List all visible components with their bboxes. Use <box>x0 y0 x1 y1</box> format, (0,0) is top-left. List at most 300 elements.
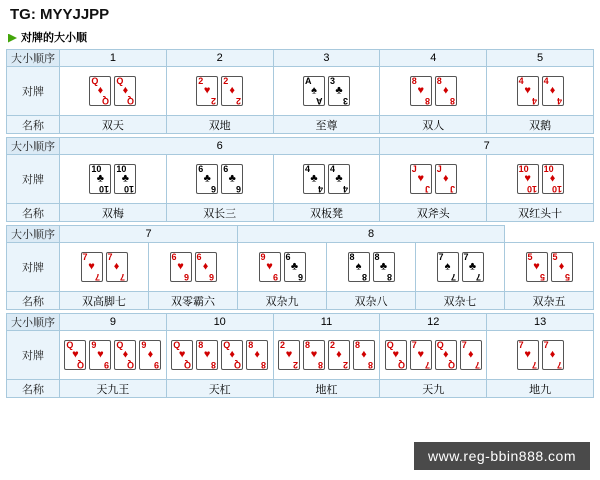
card-suit-icon: ♦ <box>147 348 154 361</box>
playing-card <box>303 164 325 194</box>
pair-name: 天九王 <box>60 380 167 398</box>
card-group <box>380 164 486 194</box>
card-rank: Q <box>223 340 231 350</box>
pair-name: 天杠 <box>166 380 273 398</box>
card-rank: 2 <box>223 76 229 86</box>
name-label: 名称 <box>7 116 60 134</box>
card-suit-icon: ♦ <box>254 348 260 361</box>
playing-card <box>114 164 136 194</box>
card-suit-icon: ♥ <box>88 260 95 273</box>
card-rank: 2 <box>198 76 204 86</box>
pair-name: 双梅 <box>60 204 167 222</box>
card-rank-corner: 8 <box>317 360 323 370</box>
card-rank-corner: 2 <box>211 96 217 106</box>
card-rank: Q <box>436 340 444 350</box>
order-label: 大小顺序 <box>7 50 60 67</box>
playing-card <box>410 76 432 106</box>
pair-name: 双杂五 <box>505 292 594 310</box>
card-rank: 8 <box>304 340 310 350</box>
playing-card <box>89 340 111 370</box>
pair-row <box>7 331 594 380</box>
card-rank: 8 <box>354 340 360 350</box>
card-suit-icon: ♦ <box>467 348 474 361</box>
card-rank: 8 <box>349 252 355 262</box>
card-suit-icon: ♥ <box>524 348 531 361</box>
playing-card <box>246 340 268 370</box>
card-suit-icon: ♦ <box>442 172 449 185</box>
card-rank-corner: 6 <box>209 272 215 282</box>
card-rank: 5 <box>552 252 558 262</box>
card-rank: J <box>436 164 442 174</box>
name-label: 名称 <box>7 380 60 398</box>
card-suit-icon: ♦ <box>361 348 367 361</box>
order-value: 9 <box>60 314 167 331</box>
card-rank: Q <box>66 340 74 350</box>
playing-card <box>373 252 395 282</box>
card-group <box>416 252 504 282</box>
card-suit-icon: ♥ <box>285 348 293 361</box>
card-suit-icon: ♦ <box>549 348 556 361</box>
card-rank: 7 <box>463 252 469 262</box>
card-rank-corner: 3 <box>342 96 348 106</box>
playing-card <box>64 340 86 370</box>
card-suit-icon: ♦ <box>113 260 120 273</box>
card-rank: 7 <box>438 252 444 262</box>
card-suit-icon: ♣ <box>121 172 129 185</box>
pair-label: 对牌 <box>7 155 60 204</box>
card-cell <box>166 67 273 116</box>
card-cell <box>238 243 327 292</box>
playing-card <box>170 252 192 282</box>
card-suit-icon: ♥ <box>310 348 318 361</box>
card-rank-corner: 8 <box>424 96 430 106</box>
playing-card <box>278 340 300 370</box>
playing-card <box>196 164 218 194</box>
rank-table <box>6 49 594 134</box>
card-rank-corner: 9 <box>154 360 160 370</box>
card-rank: 4 <box>304 164 310 174</box>
order-row <box>7 138 594 155</box>
card-suit-icon: ♠ <box>311 84 317 97</box>
pair-label: 对牌 <box>7 243 60 292</box>
card-rank-corner: 5 <box>540 272 546 282</box>
card-rank-corner: Q <box>184 360 192 370</box>
card-group <box>380 76 486 106</box>
card-rank: Q <box>116 76 124 86</box>
card-rank-corner: 10 <box>99 184 110 194</box>
card-cell <box>166 155 273 204</box>
playing-card <box>410 164 432 194</box>
playing-card <box>462 252 484 282</box>
card-rank: Q <box>91 76 99 86</box>
card-suit-icon: ♣ <box>203 172 211 185</box>
card-suit-icon: ♦ <box>558 260 565 273</box>
card-rank-corner: 7 <box>474 360 480 370</box>
card-suit-icon: ♣ <box>310 172 318 185</box>
card-rank-corner: 7 <box>531 360 537 370</box>
card-rank: 9 <box>91 340 97 350</box>
card-rank: 10 <box>91 164 102 174</box>
playing-card <box>437 252 459 282</box>
card-rank-corner: Q <box>234 360 242 370</box>
name-row <box>7 292 594 310</box>
card-rank: Q <box>116 340 124 350</box>
card-rank: 6 <box>198 164 204 174</box>
card-suit-icon: ♦ <box>122 84 129 97</box>
card-rank-corner: J <box>449 184 455 194</box>
playing-card <box>551 252 573 282</box>
card-rank: 10 <box>116 164 127 174</box>
card-suit-icon: ♦ <box>229 84 235 97</box>
card-suit-icon: ♥ <box>97 348 104 361</box>
card-suit-icon: ♠ <box>444 260 451 273</box>
section-title: 对牌的大小顺 <box>21 32 87 44</box>
card-suit-icon: ♥ <box>417 348 425 361</box>
order-value: 4 <box>380 50 487 67</box>
card-rank: 2 <box>279 340 285 350</box>
playing-card <box>106 252 128 282</box>
playing-card <box>221 340 243 370</box>
card-suit-icon: ♦ <box>549 84 556 97</box>
card-cell <box>60 155 167 204</box>
card-group <box>274 76 380 106</box>
card-suit-icon: ♦ <box>97 84 104 97</box>
pair-name: 双人 <box>380 116 487 134</box>
order-label: 大小顺序 <box>7 226 60 243</box>
card-rank: 4 <box>518 76 524 86</box>
card-group <box>505 252 593 282</box>
card-suit-icon: ♣ <box>228 172 236 185</box>
pair-name: 天九 <box>380 380 487 398</box>
playing-card <box>221 164 243 194</box>
card-rank-corner: 4 <box>342 184 348 194</box>
card-rank-corner: 6 <box>184 272 190 282</box>
pair-label: 对牌 <box>7 331 60 380</box>
playing-card <box>435 76 457 106</box>
card-cell <box>380 331 487 380</box>
card-cell <box>487 331 594 380</box>
card-cell <box>273 67 380 116</box>
card-suit-icon: ♦ <box>442 84 449 97</box>
card-rank-corner: J <box>424 184 430 194</box>
card-rank: 7 <box>411 340 417 350</box>
pair-name: 双高脚七 <box>60 292 149 310</box>
order-value: 6 <box>60 138 380 155</box>
order-row <box>7 314 594 331</box>
card-rank: 8 <box>248 340 254 350</box>
pair-label: 对牌 <box>7 67 60 116</box>
playing-card <box>517 340 539 370</box>
card-rank-corner: 7 <box>95 272 101 282</box>
card-cell <box>60 67 167 116</box>
card-suit-icon: ♦ <box>229 348 235 361</box>
card-rank: 10 <box>518 164 529 174</box>
name-label: 名称 <box>7 292 60 310</box>
card-suit-icon: ♥ <box>417 172 425 185</box>
card-rank-corner: 8 <box>211 360 217 370</box>
card-rank-corner: 5 <box>565 272 571 282</box>
card-rank: 8 <box>374 252 380 262</box>
card-group <box>487 164 593 194</box>
playing-card <box>139 340 161 370</box>
card-rank-corner: 7 <box>424 360 430 370</box>
card-group <box>327 252 415 282</box>
card-rank-corner: 2 <box>236 96 242 106</box>
order-value: 12 <box>380 314 487 331</box>
card-rank: 8 <box>436 76 442 86</box>
card-rank: 5 <box>527 252 533 262</box>
card-group <box>487 76 593 106</box>
card-suit-icon: ♦ <box>549 172 556 185</box>
card-rank-corner: 10 <box>551 184 562 194</box>
card-rank: 7 <box>461 340 467 350</box>
card-rank: 7 <box>543 340 549 350</box>
card-suit-icon: ♥ <box>392 348 400 361</box>
playing-card <box>353 340 375 370</box>
playing-card <box>89 164 111 194</box>
name-row <box>7 380 594 398</box>
card-rank: A <box>304 76 312 86</box>
pair-name: 地杠 <box>273 380 380 398</box>
name-row <box>7 116 594 134</box>
card-cell <box>60 243 149 292</box>
card-cell <box>416 243 505 292</box>
card-suit-icon: ♣ <box>468 260 477 273</box>
card-group <box>149 252 237 282</box>
card-suit-icon: ♣ <box>335 84 343 97</box>
pair-name: 至尊 <box>273 116 380 134</box>
pair-name: 双长三 <box>166 204 273 222</box>
card-rank: 8 <box>198 340 204 350</box>
order-value: 10 <box>166 314 273 331</box>
order-label: 大小顺序 <box>7 138 60 155</box>
order-value: 7 <box>60 226 238 243</box>
card-group <box>60 164 166 194</box>
card-cell <box>273 331 380 380</box>
order-row <box>7 226 594 243</box>
card-rank-corner: A <box>316 96 323 106</box>
card-rank-corner: 8 <box>387 272 393 282</box>
card-rank-corner: 7 <box>476 272 482 282</box>
card-rank: Q <box>173 340 181 350</box>
card-rank-corner: 8 <box>261 360 267 370</box>
card-rank-corner: Q <box>397 360 405 370</box>
card-suit-icon: ♦ <box>202 260 209 273</box>
card-cell <box>149 243 238 292</box>
pair-name: 双天 <box>60 116 167 134</box>
card-rank: 6 <box>171 252 177 262</box>
pair-rank-tables <box>0 49 600 398</box>
card-cell <box>273 155 380 204</box>
card-cell <box>487 155 594 204</box>
playing-card <box>460 340 482 370</box>
card-rank-corner: Q <box>77 360 85 370</box>
name-label: 名称 <box>7 204 60 222</box>
playing-card <box>303 340 325 370</box>
card-rank-corner: 10 <box>526 184 537 194</box>
card-rank: 6 <box>223 164 229 174</box>
card-rank: 4 <box>543 76 549 86</box>
card-rank: 4 <box>329 164 335 174</box>
card-rank-corner: 4 <box>556 96 562 106</box>
card-group <box>60 252 148 282</box>
playing-card <box>385 340 407 370</box>
playing-card <box>348 252 370 282</box>
rank-table <box>6 225 594 310</box>
pair-name: 双杂九 <box>238 292 327 310</box>
card-rank-corner: Q <box>127 360 135 370</box>
playing-card <box>89 76 111 106</box>
card-rank: 7 <box>518 340 524 350</box>
card-suit-icon: ♣ <box>379 260 388 273</box>
playing-card <box>196 340 218 370</box>
playing-card <box>303 76 325 106</box>
card-rank-corner: 7 <box>556 360 562 370</box>
card-suit-icon: ♣ <box>335 172 343 185</box>
card-rank-corner: 6 <box>211 184 217 194</box>
playing-card <box>171 340 193 370</box>
card-rank-corner: Q <box>447 360 455 370</box>
card-cell <box>505 243 594 292</box>
triangle-right-icon <box>8 34 17 43</box>
playing-card <box>114 76 136 106</box>
watermark: www.reg-bbin888.com <box>412 440 592 472</box>
pair-row <box>7 155 594 204</box>
order-value: 2 <box>166 50 273 67</box>
card-rank-corner: 7 <box>120 272 126 282</box>
card-group <box>238 252 326 282</box>
card-rank: 7 <box>107 252 113 262</box>
card-suit-icon: ♥ <box>533 260 540 273</box>
order-value: 13 <box>487 314 594 331</box>
card-group <box>274 340 380 370</box>
card-suit-icon: ♦ <box>442 348 449 361</box>
card-rank-corner: 6 <box>236 184 242 194</box>
card-rank-corner: 10 <box>124 184 135 194</box>
order-value: 8 <box>238 226 505 243</box>
card-rank: 10 <box>543 164 554 174</box>
card-cell <box>327 243 416 292</box>
pair-name: 双鹅 <box>487 116 594 134</box>
pair-name: 双斧头 <box>380 204 487 222</box>
card-rank: 6 <box>285 252 291 262</box>
order-value: 7 <box>380 138 594 155</box>
playing-card <box>81 252 103 282</box>
card-rank: J <box>411 164 417 174</box>
playing-card <box>542 340 564 370</box>
card-rank-corner: 8 <box>367 360 373 370</box>
pair-name: 双板凳 <box>273 204 380 222</box>
card-cell <box>60 331 167 380</box>
tg-title: TG: MYYJJPP <box>10 6 110 23</box>
card-suit-icon: ♥ <box>524 84 531 97</box>
rank-table <box>6 313 594 398</box>
order-label: 大小顺序 <box>7 314 60 331</box>
card-suit-icon: ♥ <box>417 84 425 97</box>
card-group <box>167 340 273 370</box>
pair-row <box>7 67 594 116</box>
playing-card <box>328 340 350 370</box>
card-rank: 8 <box>411 76 417 86</box>
card-rank-corner: 4 <box>317 184 323 194</box>
pair-name: 地九 <box>487 380 594 398</box>
card-rank-corner: 2 <box>292 360 298 370</box>
playing-card <box>542 164 564 194</box>
card-rank-corner: 8 <box>362 272 368 282</box>
card-group <box>167 76 273 106</box>
card-rank-corner: 6 <box>298 272 304 282</box>
card-rank-corner: 2 <box>342 360 348 370</box>
playing-card <box>328 164 350 194</box>
playing-card <box>328 76 350 106</box>
card-rank-corner: 9 <box>104 360 110 370</box>
playing-card <box>435 164 457 194</box>
card-cell <box>487 67 594 116</box>
card-suit-icon: ♥ <box>266 260 273 273</box>
pair-name: 双红头十 <box>487 204 594 222</box>
pair-name: 双零霸六 <box>149 292 238 310</box>
card-suit-icon: ♥ <box>178 348 186 361</box>
pair-name: 双地 <box>166 116 273 134</box>
card-cell <box>166 331 273 380</box>
card-rank: 3 <box>329 76 335 86</box>
playing-card <box>284 252 306 282</box>
playing-card <box>259 252 281 282</box>
card-suit-icon: ♥ <box>524 172 531 185</box>
card-rank: Q <box>386 340 394 350</box>
name-row <box>7 204 594 222</box>
card-suit-icon: ♣ <box>290 260 299 273</box>
playing-card <box>435 340 457 370</box>
pair-row <box>7 243 594 292</box>
card-group <box>60 340 166 370</box>
pair-name: 双杂八 <box>327 292 416 310</box>
order-value: 3 <box>273 50 380 67</box>
card-group <box>60 76 166 106</box>
card-suit-icon: ♥ <box>177 260 184 273</box>
card-suit-icon: ♦ <box>122 348 129 361</box>
card-rank-corner: Q <box>127 96 135 106</box>
order-row <box>7 50 594 67</box>
playing-card <box>195 252 217 282</box>
card-rank-corner: 4 <box>531 96 537 106</box>
card-cell <box>380 67 487 116</box>
card-rank: 6 <box>196 252 202 262</box>
card-rank: 2 <box>329 340 335 350</box>
card-suit-icon: ♣ <box>96 172 104 185</box>
playing-card <box>526 252 548 282</box>
pair-name: 双杂七 <box>416 292 505 310</box>
playing-card <box>114 340 136 370</box>
card-group <box>167 164 273 194</box>
playing-card <box>221 76 243 106</box>
rank-table <box>6 137 594 222</box>
playing-card <box>542 76 564 106</box>
playing-card <box>410 340 432 370</box>
order-value: 5 <box>487 50 594 67</box>
order-value: 11 <box>273 314 380 331</box>
card-rank: 9 <box>141 340 147 350</box>
card-suit-icon: ♥ <box>203 84 211 97</box>
playing-card <box>517 164 539 194</box>
playing-card <box>196 76 218 106</box>
section-header <box>6 30 594 46</box>
card-group <box>274 164 380 194</box>
card-rank: 9 <box>260 252 266 262</box>
card-group <box>380 340 486 370</box>
card-cell <box>380 155 487 204</box>
card-suit-icon: ♥ <box>72 348 79 361</box>
